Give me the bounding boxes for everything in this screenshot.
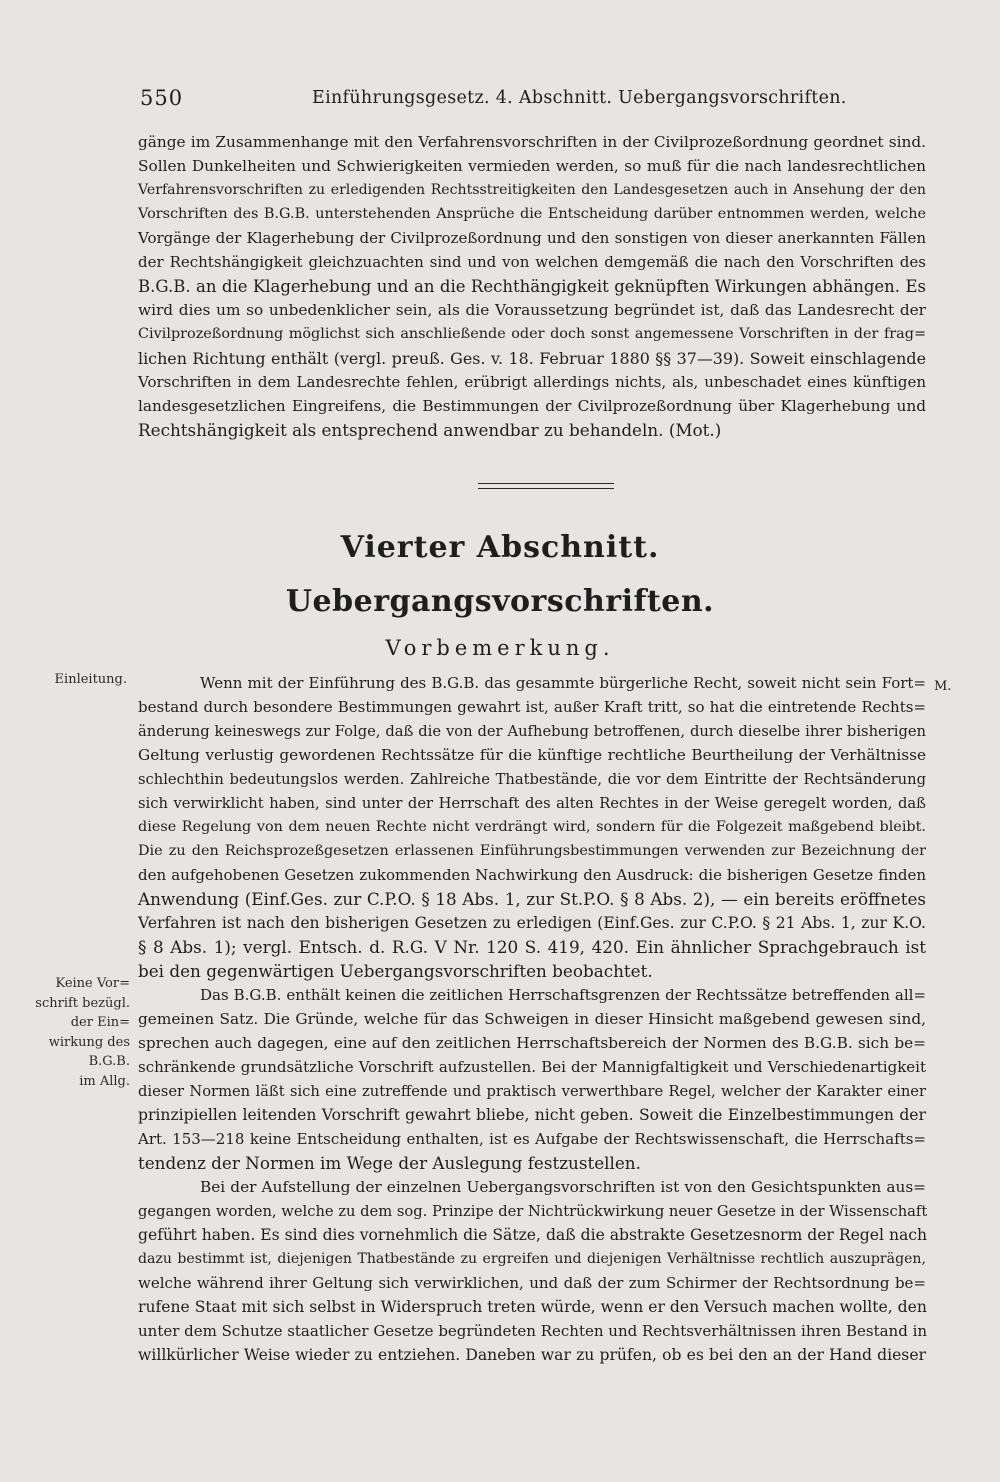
- text-line: änderung keineswegs zur Folge, daß die von der Aufhebung betroffenen, durch dieselbe ihrer bisherigen: [138, 723, 926, 740]
- margin-note-right: M.: [934, 679, 952, 694]
- page-header: [140, 86, 940, 116]
- text-line: bei den gegenwärtigen Uebergangsvorschriften beobachtet.: [138, 961, 653, 981]
- section-heading: Vorbemerkung.: [385, 636, 615, 660]
- section-subtitle: Uebergangsvorschriften.: [285, 584, 715, 619]
- text-line: Civilprozeßordnung möglichst sich anschließende oder doch sonst angemessene Vorschriften in der frag=: [138, 326, 926, 342]
- text-line: bestand durch besondere Bestimmungen gewahrt ist, außer Kraft tritt, so hat die eintretende Rechts=: [138, 698, 926, 716]
- text-line: Das B.G.B. enthält keinen die zeitlichen Herrschaftsgrenzen der Rechtssätze betreffenden all=: [200, 986, 926, 1004]
- text-line: Geltung verlustig gewordenen Rechtssätze für die künftige rechtliche Beurtheilung der Verhältnisse: [138, 746, 926, 764]
- page-number: 550: [140, 86, 184, 110]
- text-line: landesgesetzlichen Eingreifens, die Bestimmungen der Civilprozeßordnung über Klagerhebung und: [138, 397, 926, 415]
- text-line: Vorgänge der Klagerhebung der Civilprozeßordnung und den sonstigen von dieser anerkannten Fällen: [138, 229, 926, 247]
- text-line: sprechen auch dagegen, eine auf den zeitlichen Herrschaftsbereich der Normen des B.G.B. sich be=: [138, 1034, 926, 1052]
- text-line: wird dies um so unbedenklicher sein, als die Voraussetzung begründet ist, daß das Landesrecht der: [138, 301, 926, 319]
- text-line: B.G.B. an die Klagerhebung und an die Rechthängigkeit geknüpften Wirkungen abhängen. Es: [138, 277, 926, 296]
- text-line: geführt haben. Es sind dies vornehmlich die Sätze, daß die abstrakte Gesetzesnorm der Regel nach: [138, 1226, 928, 1244]
- text-line: Verfahren ist nach den bisherigen Gesetzen zu erledigen (Einf.Ges. zur C.P.O. § 21 Abs. 1, zur K.O.: [138, 914, 926, 932]
- text-line: Anwendung (Einf.Ges. zur C.P.O. § 18 Abs. 1, zur St.P.O. § 8 Abs. 2), — ein bereits eröffnetes: [138, 889, 926, 909]
- text-line: Verfahrensvorschriften zu erledigenden Rechtsstreitigkeiten den Landesgesetzen auch in Ansehung der den: [138, 182, 926, 198]
- text-line: Vorschriften des B.G.B. unterstehenden Ansprüche die Entscheidung darüber entnommen werden, welche: [138, 206, 926, 222]
- text-line: gegangen worden, welche zu dem sog. Prinzipe der Nichtrückwirkung neuer Gesetze in der Wissenschaft: [138, 1203, 928, 1220]
- text-line: tendenz der Normen im Wege der Auslegung festzustellen.: [138, 1153, 641, 1173]
- text-line: dazu bestimmt ist, diejenigen Thatbestände zu ergreifen und diejenigen Verhältnisse rechtlich auszuprägen,: [138, 1251, 926, 1267]
- text-line: Rechtshängigkeit als entsprechend anwendbar zu behandeln. (Mot.): [138, 420, 722, 440]
- text-line: der Rechtshängigkeit gleichzuachten sind und von welchen demgemäß die nach den Vorschriften des: [138, 253, 926, 271]
- margin-note-line: schrift bezügl.: [35, 995, 130, 1011]
- margin-note-keine-vorschrift: [22, 974, 130, 1091]
- margin-note-line: der Ein=: [70, 1015, 130, 1030]
- text-line: prinzipiellen leitenden Vorschrift gewahrt bliebe, nicht geben. Soweit die Einzelbestimmungen der: [138, 1106, 926, 1124]
- text-line: Wenn mit der Einführung des B.G.B. das gesammte bürgerliche Recht, soweit nicht sein Fort=: [200, 674, 926, 692]
- text-line: Die zu den Reichsprozeßgesetzen erlassenen Einführungsbestimmungen verwenden zur Bezeichnung der: [138, 843, 926, 859]
- margin-note-line: Keine Vor=: [55, 976, 130, 991]
- section-divider: [478, 483, 614, 489]
- text-line: Art. 153—218 keine Entscheidung enthalten, ist es Aufgabe der Rechtswissenschaft, die Herrschafts=: [138, 1130, 926, 1148]
- section-title: Vierter Abschnitt.: [340, 530, 660, 565]
- text-line: Sollen Dunkelheiten und Schwierigkeiten vermieden werden, so muß für die nach landesrechtlichen: [138, 157, 926, 175]
- text-line: diese Regelung von dem neuen Rechte nicht verdrängt wird, sondern für die Folgezeit maßgebend bleibt.: [138, 819, 926, 835]
- text-line: den aufgehobenen Gesetzen zukommenden Nachwirkung den Ausdruck: die bisherigen Gesetze finden: [138, 866, 926, 884]
- margin-note-line: im Allg.: [79, 1073, 130, 1089]
- text-line: schränkende grundsätzliche Vorschrift aufzustellen. Bei der Mannigfaltigkeit und Verschiedenartigkeit: [138, 1058, 926, 1076]
- running-head: Einführungsgesetz. 4. Abschnitt. Uebergangsvorschriften.: [312, 88, 847, 108]
- text-line: gänge im Zusammenhange mit den Verfahrensvorschriften in der Civilprozeßordnung geordnet sind.: [138, 133, 926, 151]
- text-line: sich verwirklicht haben, sind unter der Herrschaft des alten Rechtes in der Weise geregelt worden, daß: [138, 795, 926, 812]
- text-line: dieser Normen läßt sich eine zutreffende und praktisch verwerthbare Regel, welcher der Karakter einer: [138, 1083, 926, 1100]
- text-line: § 8 Abs. 1); vergl. Entsch. d. R.G. V Nr. 120 S. 419, 420. Ein ähnlicher Sprachgebrauch ist: [138, 937, 926, 957]
- margin-note-line: B.G.B.: [88, 1054, 130, 1069]
- text-line: rufene Staat mit sich selbst in Widerspruch treten würde, wenn er den Versuch machen wollte, den: [138, 1298, 927, 1316]
- margin-note-einleitung: Einleitung.: [54, 672, 127, 687]
- text-line: unter dem Schutze staatlicher Gesetze begründeten Rechten und Rechtsverhältnissen ihren Bestand in: [138, 1322, 928, 1340]
- text-line: welche während ihrer Geltung sich verwirklichen, und daß der zum Schirmer der Rechtsordnung be=: [138, 1274, 926, 1292]
- text-line: gemeinen Satz. Die Gründe, welche für das Schweigen in dieser Hinsicht maßgebend gewesen sind,: [138, 1010, 926, 1028]
- text-line: Bei der Aufstellung der einzelnen Uebergangsvorschriften ist von den Gesichtspunkten aus=: [200, 1178, 926, 1196]
- text-line: willkürlicher Weise wieder zu entziehen. Daneben war zu prüfen, ob es bei den an der Hand dieser: [138, 1346, 926, 1364]
- text-line: schlechthin bedeutungslos werden. Zahlreiche Thatbestände, die vor dem Eintritte der Rechtsänderung: [138, 771, 926, 788]
- text-line: lichen Richtung enthält (vergl. preuß. Ges. v. 18. Februar 1880 §§ 37—39). Soweit einschlagende: [138, 349, 926, 368]
- text-line: Vorschriften in dem Landesrechte fehlen, erübrigt allerdings nichts, als, unbeschadet eines künftigen: [138, 373, 926, 391]
- margin-note-line: wirkung des: [48, 1034, 130, 1050]
